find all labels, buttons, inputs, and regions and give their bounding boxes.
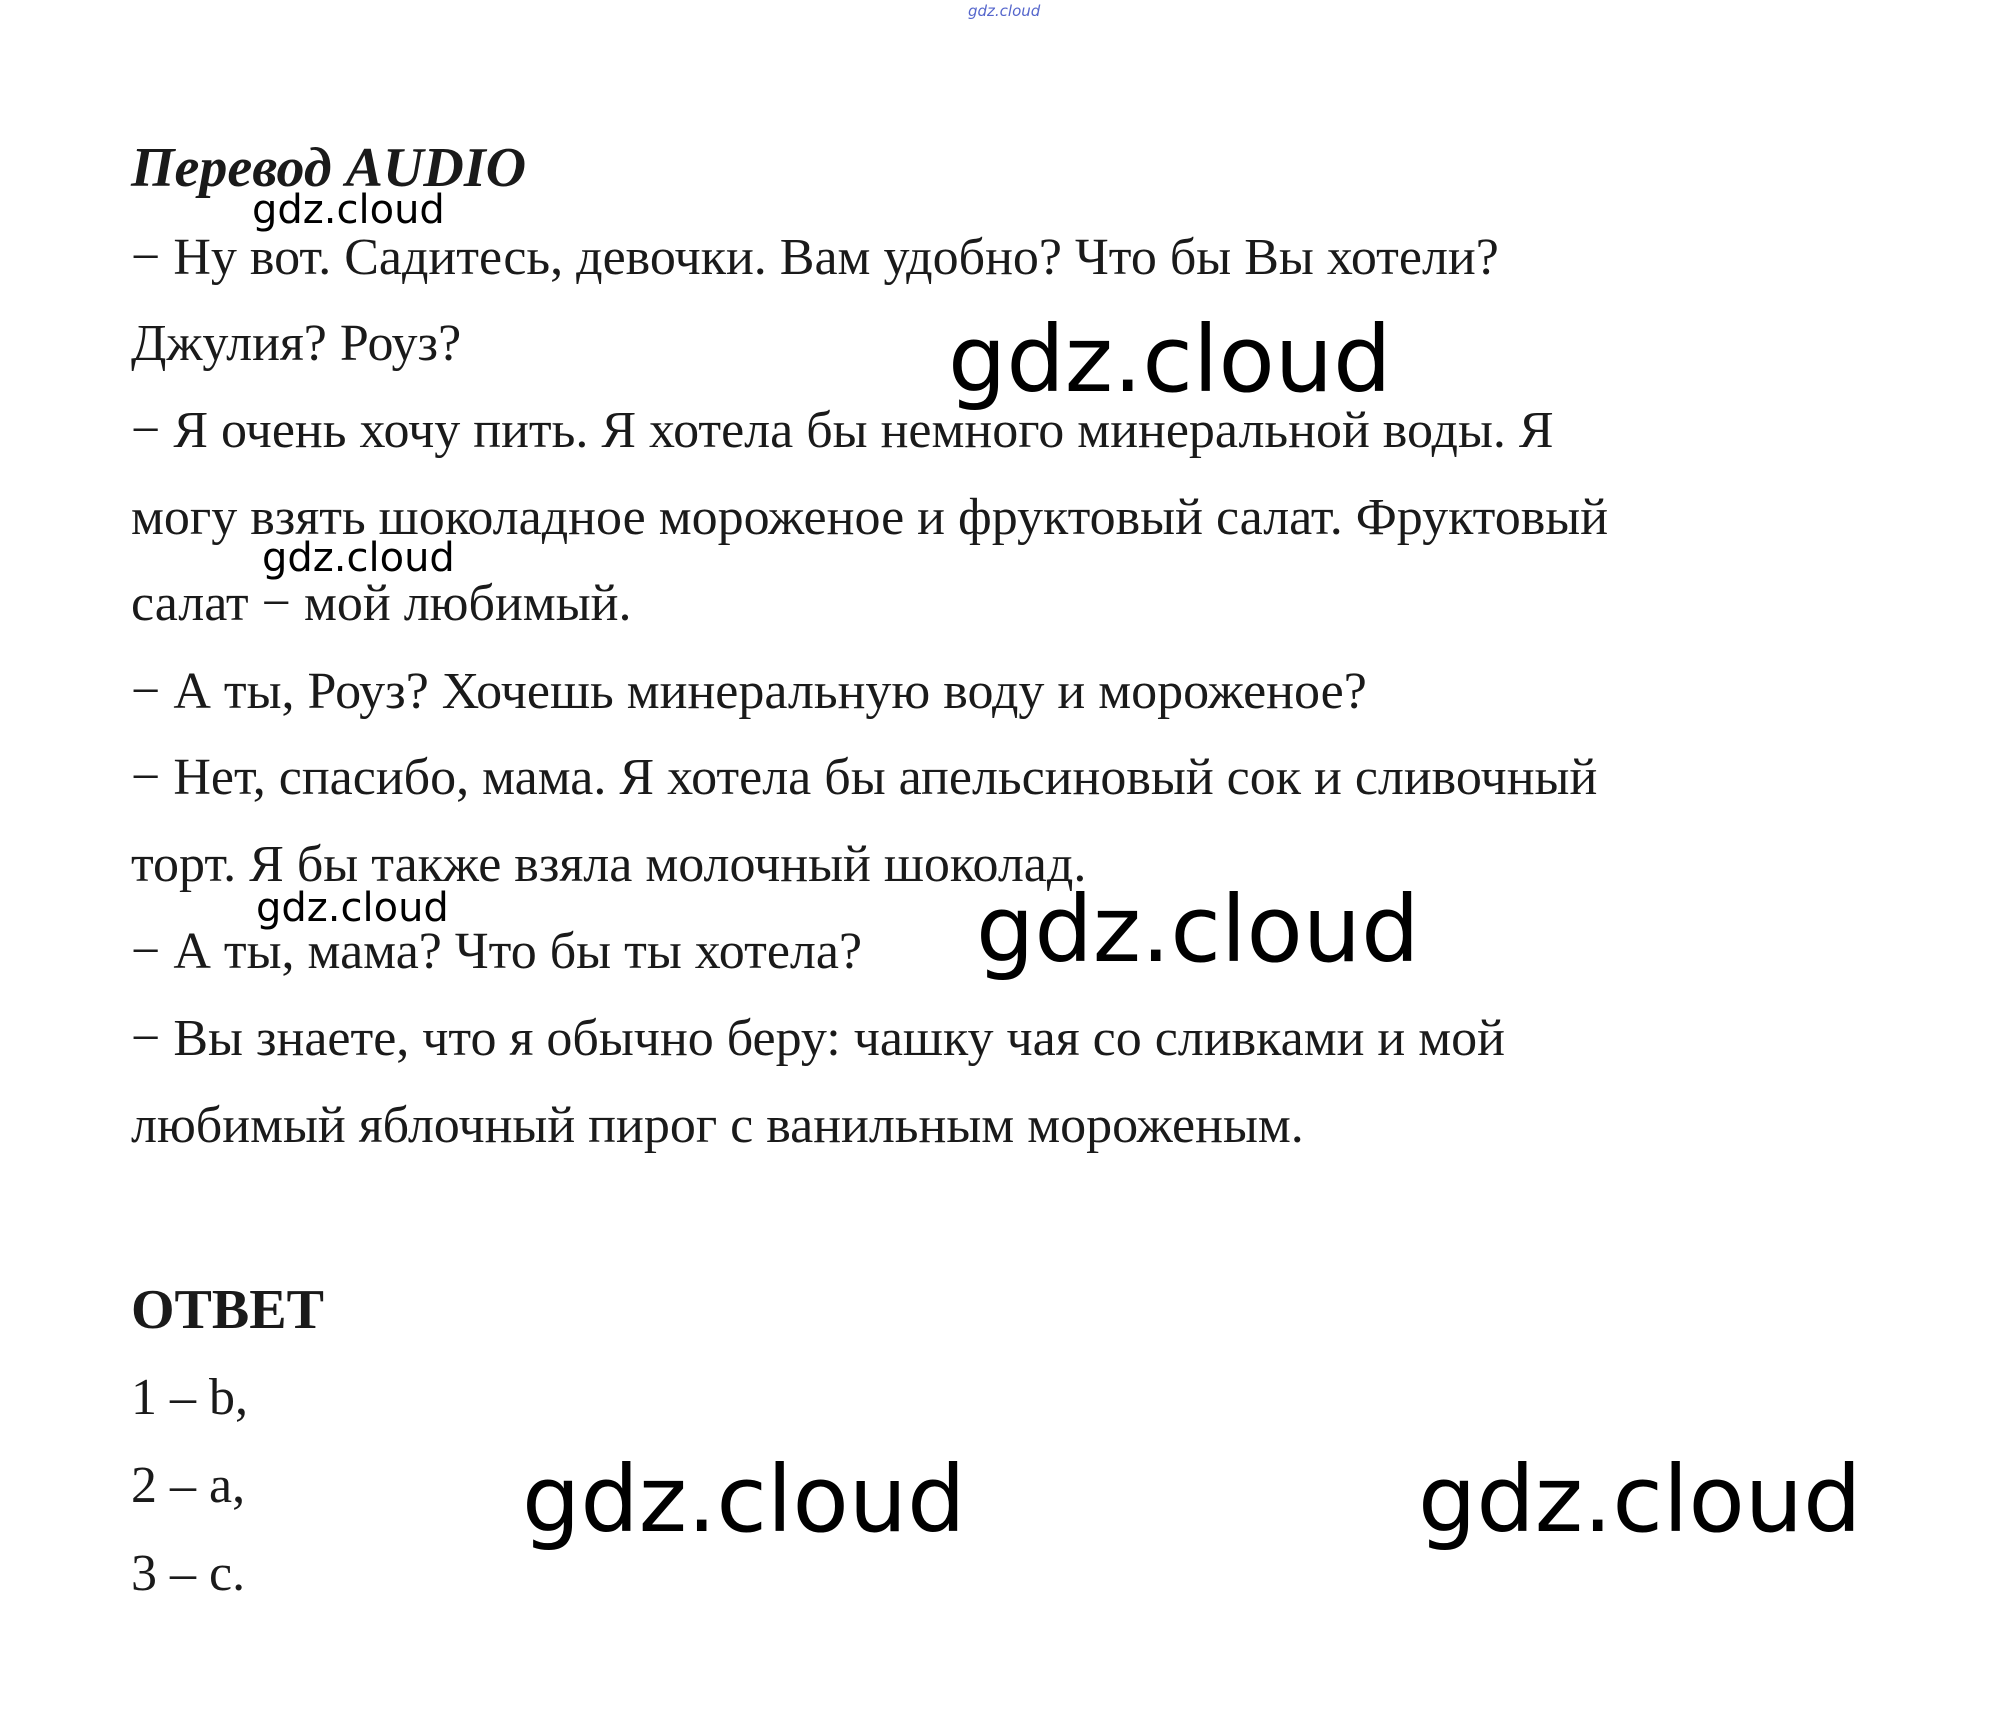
dialogue-line: − Вы знаете, что я обычно беру: чашку чая со сливками и мой <box>131 1010 1505 1067</box>
answer-heading: ОТВЕТ <box>131 1279 324 1341</box>
watermark-large: gdz.cloud <box>948 306 1392 413</box>
watermark-top: gdz.cloud <box>968 2 1041 20</box>
dialogue-line: − А ты, Роуз? Хочешь минеральную воду и мороженое? <box>131 663 1367 720</box>
dialogue-line: Джулия? Роуз? <box>131 315 462 372</box>
watermark-large: gdz.cloud <box>522 1446 966 1553</box>
translation-heading: Перевод AUDIO <box>131 137 527 199</box>
watermark-large: gdz.cloud <box>1418 1446 1862 1553</box>
dialogue-line: могу взять шоколадное мороженое и фруктовый салат. Фруктовый <box>131 489 1609 546</box>
dialogue-line: − Я очень хочу пить. Я хотела бы немного минеральной воды. Я <box>131 402 1554 459</box>
watermark-large: gdz.cloud <box>976 876 1420 983</box>
dialogue-line: любимый яблочный пирог с ванильным мороженым. <box>131 1097 1304 1154</box>
dialogue-line: − Ну вот. Садитесь, девочки. Вам удобно? Что бы Вы хотели? <box>131 229 1499 286</box>
answer-item: 2 – a, <box>131 1457 246 1514</box>
watermark-small: gdz.cloud <box>252 187 445 233</box>
watermark-small: gdz.cloud <box>256 885 449 931</box>
dialogue-line: торт. Я бы также взяла молочный шоколад. <box>131 836 1087 893</box>
dialogue-line: − А ты, мама? Что бы ты хотела? <box>131 923 863 980</box>
dialogue-line: салат − мой любимый. <box>131 575 632 632</box>
watermark-small: gdz.cloud <box>262 535 455 581</box>
dialogue-line: − Нет, спасибо, мама. Я хотела бы апельсиновый сок и сливочный <box>131 749 1598 806</box>
answer-item: 3 – c. <box>131 1545 246 1602</box>
answer-item: 1 – b, <box>131 1369 248 1426</box>
